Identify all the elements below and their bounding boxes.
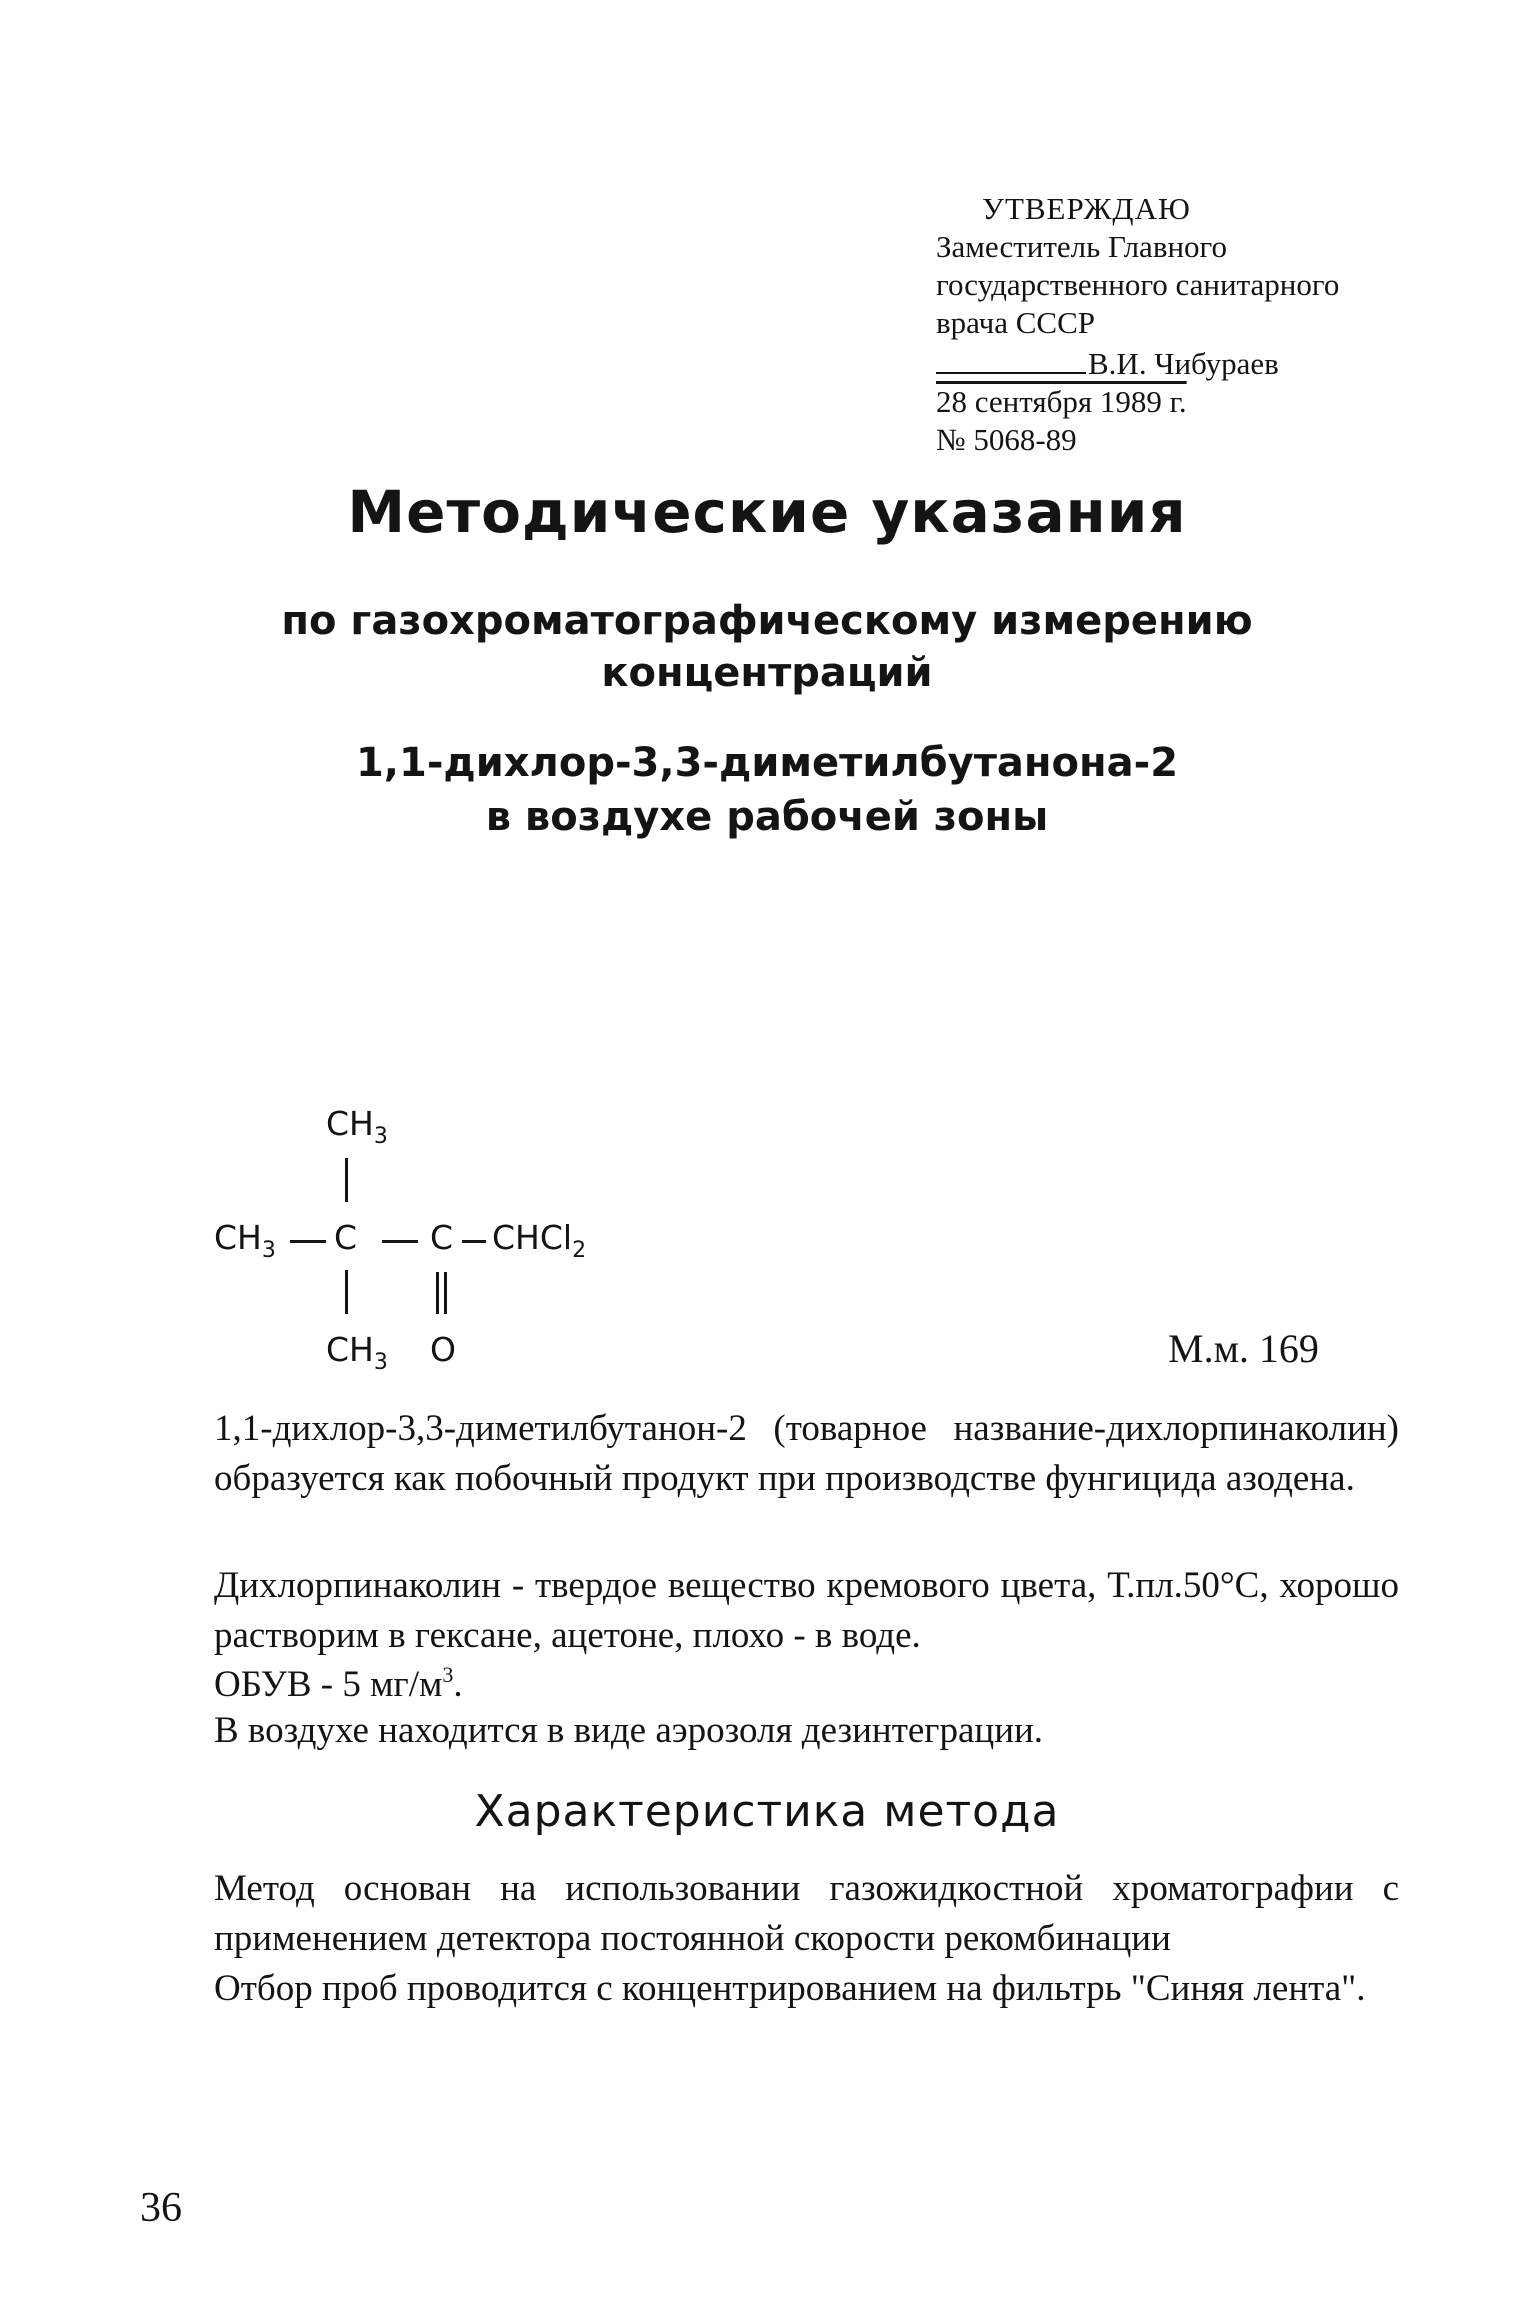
paragraph-method: Метод основан на использовании газожидкостной хроматографии с применением детектора постоянной скорости рекомбинации [214,1868,1399,1959]
paragraph-properties: Дихлорпинаколин - твердое вещество кремового цвета, Т.пл.50°С, хорошо растворим в гексане, ацетоне, плохо - в воде. [214,1565,1399,1656]
approval-signature-line [936,342,1416,383]
paragraph-obuv: ОБУВ - 5 $мг/м^3$. [214,1662,463,1705]
document-title: Методические указания [347,478,1187,546]
document-subtitle-line1: по газохроматографическому измерению [281,598,1253,644]
approval-position-line2: государственного санитарного [936,267,1340,302]
approval-number: № 5068-89 [936,422,1077,457]
document-subtitle-line2: концентраций [601,650,933,696]
signature-rule [936,342,1086,374]
bond-double-right [444,1272,447,1314]
formula-bottom-methyl: $CH_3$ [326,1330,388,1375]
bond-right-horizontal [462,1240,486,1243]
paragraph-description: 1,1-дихлор-3,3-диметилбутанон-2 (товарное название-дихлорпинаколин) образуется как побочный продукт при производстве фунгицида азодена. [214,1408,1399,1499]
approval-block [936,190,1416,459]
compound-title-line2: в воздухе рабочей зоны [485,794,1049,840]
compound-title-line1: 1,1-дихлор-3,3-диметилбутанона-2 [355,740,1179,786]
bond-top-vertical [345,1158,348,1202]
approval-position-line1: Заместитель Главного [936,229,1227,264]
formula-top-methyl: $CH_3$ [326,1104,388,1149]
bond-center-horizontal [382,1240,418,1243]
paragraph-air-form: В воздухе находится в виде аэрозоля дезинтеграции. [214,1710,1044,1751]
formula-oxygen: O [430,1330,456,1369]
page-number: 36 [140,2185,182,2231]
formula-quaternary-carbon: C [334,1218,358,1257]
approval-signatory: В.И. Чибураев [1088,346,1279,381]
formula-dichloromethyl: CHCl$_2$ [492,1218,587,1263]
bond-bottom-vertical [345,1270,348,1314]
bond-double-left [436,1272,439,1314]
formula-carbonyl-carbon: C [430,1218,454,1257]
formula-left-methyl: $CH_3$ [214,1218,276,1263]
approval-position-line3: врача СССР [936,305,1096,340]
approval-heading: УТВЕРЖДАЮ [982,191,1191,226]
section-heading: Характеристика метода [474,1786,1060,1837]
approval-date: 28 сентября 1989 г. [936,384,1187,419]
paragraph-sampling: Отбор проб проводится с концентрированием на фильтрь "Синяя лента". [214,1968,1366,2009]
molar-mass: М.м. 169 [1168,1326,1319,1371]
bond-left-horizontal [290,1240,326,1243]
